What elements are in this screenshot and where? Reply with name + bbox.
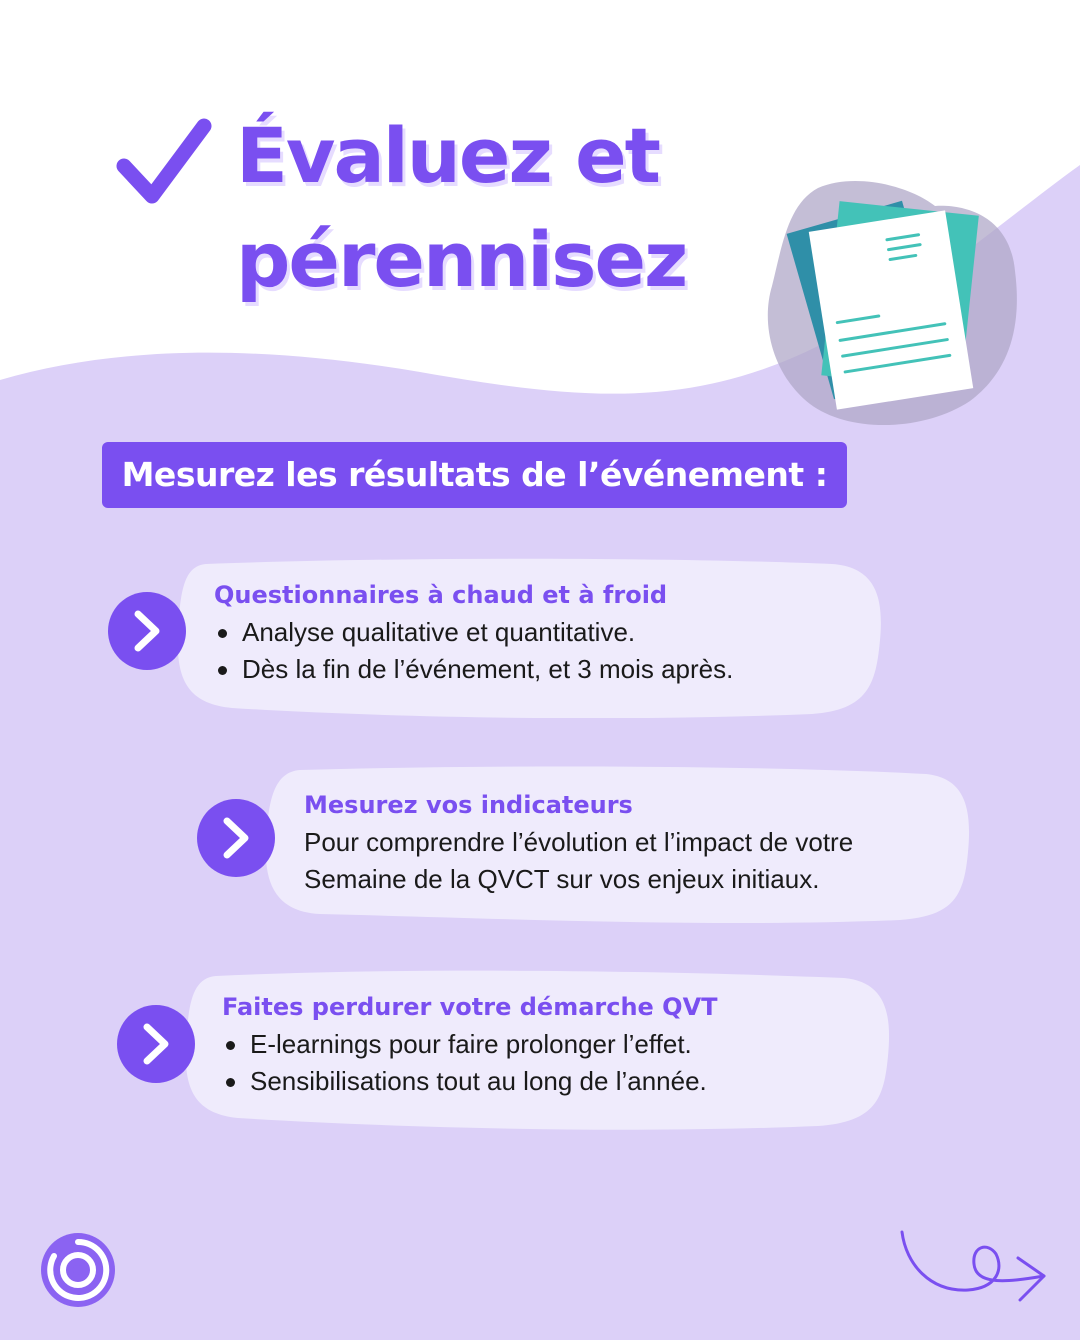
chevron-right-icon bbox=[108, 592, 186, 670]
bullet-dot bbox=[218, 666, 227, 675]
card-text-line: Semaine de la QVCT sur vos enjeux initiaux. bbox=[304, 864, 820, 894]
bullet-dot bbox=[218, 629, 227, 638]
checkmark-icon bbox=[112, 112, 216, 212]
list-item-text: Sensibilisations tout au long de l’année. bbox=[250, 1066, 707, 1096]
documents-illustration bbox=[760, 176, 1030, 436]
list-item bbox=[222, 1063, 718, 1100]
curly-arrow-icon[interactable] bbox=[892, 1228, 1052, 1312]
chevron-button-1 bbox=[108, 592, 186, 670]
card-text-line: Pour comprendre l’évolution et l’impact de votre bbox=[304, 827, 854, 857]
card-demarche-qvt bbox=[180, 970, 892, 1130]
section-banner: Mesurez les résultats de l’événement : bbox=[102, 442, 847, 508]
page-title bbox=[236, 104, 686, 312]
chevron-button-3 bbox=[117, 1005, 195, 1083]
brand-logo-icon bbox=[40, 1232, 116, 1308]
bullet-dot bbox=[226, 1078, 235, 1087]
list-item bbox=[214, 614, 733, 651]
chevron-button-2 bbox=[197, 799, 275, 877]
list-item-text: Dès la fin de l’événement, et 3 mois après. bbox=[242, 654, 734, 684]
card-questionnaires bbox=[172, 558, 884, 718]
card-heading: Faites perdurer votre démarche QVT bbox=[222, 993, 718, 1021]
title-line-2: pérennisez bbox=[236, 215, 687, 304]
title-line-1: Évaluez et bbox=[236, 111, 660, 200]
list-item-text: E-learnings pour faire prolonger l’effet. bbox=[250, 1029, 692, 1059]
card-heading: Mesurez vos indicateurs bbox=[304, 791, 633, 819]
chevron-right-icon bbox=[117, 1005, 195, 1083]
chevron-right-icon bbox=[197, 799, 275, 877]
card-indicateurs bbox=[260, 766, 972, 924]
list-item bbox=[214, 651, 733, 688]
card-heading: Questionnaires à chaud et à froid bbox=[214, 581, 668, 609]
list-item bbox=[222, 1026, 718, 1063]
bullet-list bbox=[222, 1026, 718, 1100]
bullet-list bbox=[214, 614, 733, 688]
list-item-text: Analyse qualitative et quantitative. bbox=[242, 617, 636, 647]
bullet-dot bbox=[226, 1041, 235, 1050]
